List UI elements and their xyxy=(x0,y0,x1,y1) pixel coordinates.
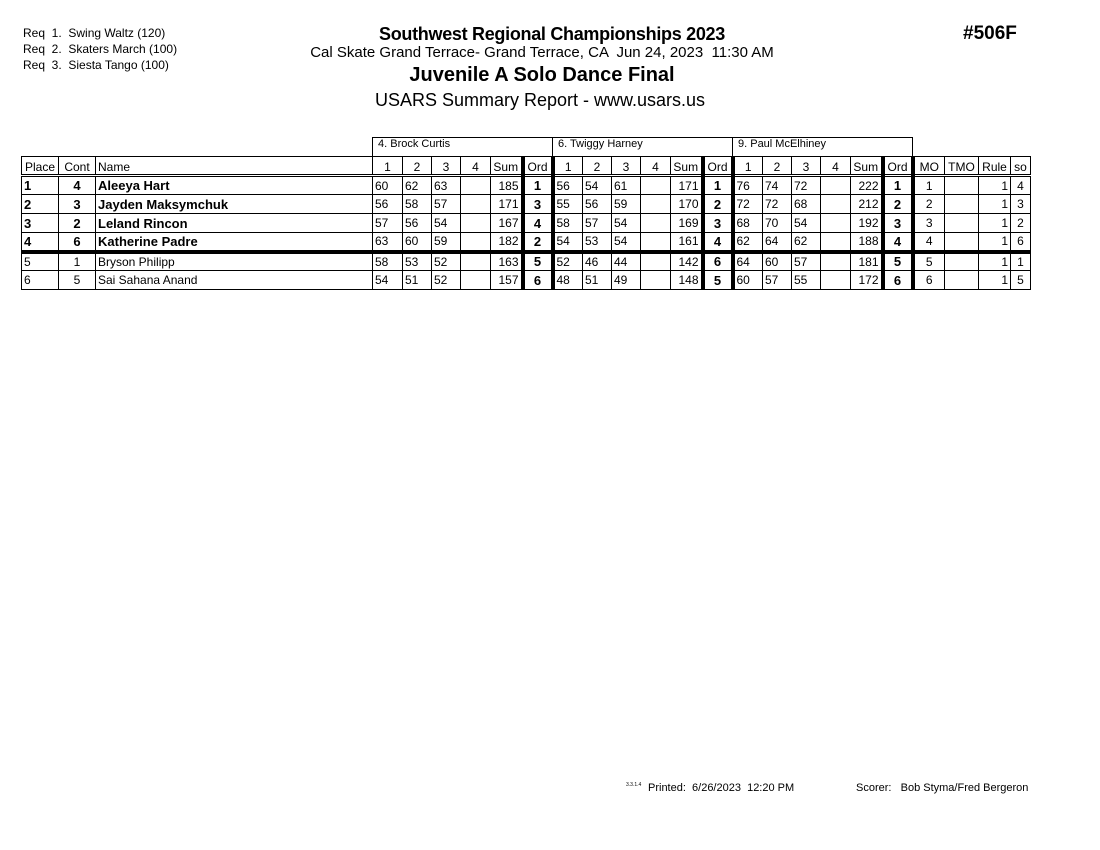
judge-3-ordinal: 1 xyxy=(883,176,913,195)
mo-cell: 2 xyxy=(913,195,945,214)
judge-3-score-4 xyxy=(821,214,851,233)
judge-3-score-1: 68 xyxy=(733,214,763,233)
col-j1-3: 3 xyxy=(432,157,461,176)
judge-3-ordinal: 2 xyxy=(883,195,913,214)
rule-cell: 1 xyxy=(979,271,1011,290)
judge-1-score-3: 52 xyxy=(432,252,461,271)
judge-3-ordinal: 6 xyxy=(883,271,913,290)
tmo-cell xyxy=(945,176,979,195)
judge-3-score-4 xyxy=(821,271,851,290)
judge-1-score-3: 59 xyxy=(432,233,461,252)
col-j2-2: 2 xyxy=(583,157,612,176)
cont-cell: 6 xyxy=(59,233,96,252)
rule-cell: 1 xyxy=(979,252,1011,271)
judge-2-score-2: 56 xyxy=(583,195,612,214)
requirement-2: Req 2. Skaters March (100) xyxy=(23,42,178,56)
judge-3-score-3: 62 xyxy=(792,233,821,252)
judge-1-score-1: 56 xyxy=(373,195,403,214)
mo-cell: 4 xyxy=(913,233,945,252)
col-so: so xyxy=(1011,157,1031,176)
so-cell: 5 xyxy=(1011,271,1031,290)
judge-2-score-1: 58 xyxy=(553,214,583,233)
judge-2-score-2: 46 xyxy=(583,252,612,271)
judge-2-score-4 xyxy=(641,271,671,290)
table-row xyxy=(22,271,1031,290)
judge-2-score-3: 61 xyxy=(612,176,641,195)
place-cell: 4 xyxy=(22,233,59,252)
judge-1-score-3: 63 xyxy=(432,176,461,195)
judge-1-ordinal: 2 xyxy=(523,233,553,252)
judge-2-score-4 xyxy=(641,233,671,252)
judge-1-score-1: 63 xyxy=(373,233,403,252)
judge-3-score-3: 68 xyxy=(792,195,821,214)
judge-1-score-4 xyxy=(461,195,491,214)
judge-1-score-3: 52 xyxy=(432,271,461,290)
judge-3-score-4 xyxy=(821,252,851,271)
judge-2-sum: 171 xyxy=(671,176,703,195)
judge-1-sum: 185 xyxy=(491,176,523,195)
col-j1-sum: Sum xyxy=(491,157,523,176)
judge-2-score-3: 44 xyxy=(612,252,641,271)
judge-2-score-1: 56 xyxy=(553,176,583,195)
judge-1-score-4 xyxy=(461,233,491,252)
printed-timestamp: Printed: 6/26/2023 12:20 PM xyxy=(648,782,795,794)
col-j3-sum: Sum xyxy=(851,157,883,176)
rule-cell: 1 xyxy=(979,195,1011,214)
skater-name: Katherine Padre xyxy=(96,233,373,252)
tmo-cell xyxy=(945,195,979,214)
place-cell: 6 xyxy=(22,271,59,290)
col-j3-2: 2 xyxy=(763,157,792,176)
col-rule: Rule xyxy=(979,157,1011,176)
col-j3-4: 4 xyxy=(821,157,851,176)
col-j1-2: 2 xyxy=(403,157,432,176)
judge-1-score-4 xyxy=(461,252,491,271)
skater-name: Jayden Maksymchuk xyxy=(96,195,373,214)
judge-2-sum: 161 xyxy=(671,233,703,252)
judge-1-score-1: 54 xyxy=(373,271,403,290)
judge-2-score-3: 54 xyxy=(612,233,641,252)
judge-1-score-2: 62 xyxy=(403,176,432,195)
judge-2-name: 6. Twiggy Harney xyxy=(553,138,733,157)
judge-3-score-2: 64 xyxy=(763,233,792,252)
judge-3-score-3: 55 xyxy=(792,271,821,290)
judge-2-score-2: 54 xyxy=(583,176,612,195)
judge-2-score-1: 48 xyxy=(553,271,583,290)
cont-cell: 4 xyxy=(59,176,96,195)
judge-2-sum: 169 xyxy=(671,214,703,233)
judge-1-sum: 163 xyxy=(491,252,523,271)
judge-3-score-3: 54 xyxy=(792,214,821,233)
requirement-3: Req 3. Siesta Tango (100) xyxy=(23,58,169,72)
judge-3-sum: 222 xyxy=(851,176,883,195)
place-cell: 2 xyxy=(22,195,59,214)
judge-2-ordinal: 4 xyxy=(703,233,733,252)
judge-1-score-4 xyxy=(461,176,491,195)
judge-2-score-4 xyxy=(641,252,671,271)
place-cell: 1 xyxy=(22,176,59,195)
judge-2-score-3: 49 xyxy=(612,271,641,290)
judge-3-score-2: 60 xyxy=(763,252,792,271)
division-title: Juvenile A Solo Dance Final xyxy=(409,64,675,86)
judge-2-score-2: 53 xyxy=(583,233,612,252)
judge-2-ordinal: 6 xyxy=(703,252,733,271)
judge-1-sum: 167 xyxy=(491,214,523,233)
judge-1-name: 4. Brock Curtis xyxy=(373,138,553,157)
judge-3-score-1: 60 xyxy=(733,271,763,290)
judge-3-name: 9. Paul McElhiney xyxy=(733,138,913,157)
judge-2-score-1: 54 xyxy=(553,233,583,252)
col-j1-4: 4 xyxy=(461,157,491,176)
judge-3-score-1: 64 xyxy=(733,252,763,271)
judge-1-score-2: 51 xyxy=(403,271,432,290)
cont-cell: 3 xyxy=(59,195,96,214)
so-cell: 1 xyxy=(1011,252,1031,271)
judge-2-ordinal: 3 xyxy=(703,214,733,233)
mo-cell: 3 xyxy=(913,214,945,233)
venue-line: Cal Skate Grand Terrace- Grand Terrace, CA Jun 24, 2023 11:30 AM xyxy=(310,44,774,61)
judge-3-sum: 181 xyxy=(851,252,883,271)
judge-1-score-2: 58 xyxy=(403,195,432,214)
judge-2-score-2: 51 xyxy=(583,271,612,290)
col-j3-ord: Ord xyxy=(883,157,913,176)
version-label: 3.3.1.4 xyxy=(626,782,642,788)
cont-cell: 5 xyxy=(59,271,96,290)
judge-2-score-3: 54 xyxy=(612,214,641,233)
judge-1-sum: 171 xyxy=(491,195,523,214)
judge-2-sum: 142 xyxy=(671,252,703,271)
judge-header-row xyxy=(22,138,1031,157)
judge-1-sum: 182 xyxy=(491,233,523,252)
judge-1-score-1: 57 xyxy=(373,214,403,233)
judge-2-score-2: 57 xyxy=(583,214,612,233)
event-title: Southwest Regional Championships 2023 xyxy=(379,24,725,44)
judge-3-score-3: 57 xyxy=(792,252,821,271)
judge-3-ordinal: 5 xyxy=(883,252,913,271)
place-cell: 3 xyxy=(22,214,59,233)
judge-3-score-1: 76 xyxy=(733,176,763,195)
judge-1-score-3: 57 xyxy=(432,195,461,214)
requirement-1: Req 1. Swing Waltz (120) xyxy=(23,26,166,40)
judge-3-score-4 xyxy=(821,195,851,214)
col-j2-ord: Ord xyxy=(703,157,733,176)
rule-cell: 1 xyxy=(979,176,1011,195)
judge-2-score-4 xyxy=(641,176,671,195)
skater-name: Leland Rincon xyxy=(96,214,373,233)
judge-3-sum: 192 xyxy=(851,214,883,233)
judge-1-sum: 157 xyxy=(491,271,523,290)
judge-2-sum: 170 xyxy=(671,195,703,214)
cont-cell: 1 xyxy=(59,252,96,271)
report-title: USARS Summary Report - www.usars.us xyxy=(374,90,706,110)
judge-1-ordinal: 6 xyxy=(523,271,553,290)
judge-2-score-1: 55 xyxy=(553,195,583,214)
judge-2-sum: 148 xyxy=(671,271,703,290)
so-cell: 6 xyxy=(1011,233,1031,252)
col-j2-sum: Sum xyxy=(671,157,703,176)
judge-2-score-4 xyxy=(641,214,671,233)
skater-name: Aleeya Hart xyxy=(96,176,373,195)
judge-2-ordinal: 5 xyxy=(703,271,733,290)
judge-3-ordinal: 4 xyxy=(883,233,913,252)
judge-3-score-2: 74 xyxy=(763,176,792,195)
judge-2-ordinal: 1 xyxy=(703,176,733,195)
skater-name: Bryson Philipp xyxy=(96,252,373,271)
col-name: Name xyxy=(96,157,373,176)
judge-1-score-4 xyxy=(461,271,491,290)
judge-3-score-2: 57 xyxy=(763,271,792,290)
rule-cell: 1 xyxy=(979,214,1011,233)
event-code: #506F xyxy=(963,23,1017,44)
judge-1-ordinal: 4 xyxy=(523,214,553,233)
judge-1-score-1: 58 xyxy=(373,252,403,271)
tmo-cell xyxy=(945,252,979,271)
judge-1-score-1: 60 xyxy=(373,176,403,195)
so-cell: 4 xyxy=(1011,176,1031,195)
mo-cell: 5 xyxy=(913,252,945,271)
place-cell: 5 xyxy=(22,252,59,271)
judge-3-sum: 172 xyxy=(851,271,883,290)
judge-3-score-2: 70 xyxy=(763,214,792,233)
judge-3-score-2: 72 xyxy=(763,195,792,214)
col-j1-1: 1 xyxy=(373,157,403,176)
mo-cell: 1 xyxy=(913,176,945,195)
results-table xyxy=(21,137,1031,290)
col-j3-3: 3 xyxy=(792,157,821,176)
col-mo: MO xyxy=(913,157,945,176)
judge-3-score-3: 72 xyxy=(792,176,821,195)
skater-name: Sai Sahana Anand xyxy=(96,271,373,290)
judge-2-score-1: 52 xyxy=(553,252,583,271)
judge-1-score-2: 56 xyxy=(403,214,432,233)
col-j3-1: 1 xyxy=(733,157,763,176)
so-cell: 3 xyxy=(1011,195,1031,214)
judge-1-score-4 xyxy=(461,214,491,233)
judge-2-score-3: 59 xyxy=(612,195,641,214)
judge-3-score-4 xyxy=(821,233,851,252)
rule-cell: 1 xyxy=(979,233,1011,252)
col-cont: Cont xyxy=(59,157,96,176)
cont-cell: 2 xyxy=(59,214,96,233)
table-row xyxy=(22,233,1031,252)
table-row xyxy=(22,176,1031,195)
mo-cell: 6 xyxy=(913,271,945,290)
judge-1-score-2: 60 xyxy=(403,233,432,252)
table-row xyxy=(22,252,1031,271)
judge-1-ordinal: 1 xyxy=(523,176,553,195)
judge-1-ordinal: 3 xyxy=(523,195,553,214)
col-j2-4: 4 xyxy=(641,157,671,176)
judge-1-score-2: 53 xyxy=(403,252,432,271)
judge-3-score-4 xyxy=(821,176,851,195)
judge-1-score-3: 54 xyxy=(432,214,461,233)
judge-3-score-1: 72 xyxy=(733,195,763,214)
tmo-cell xyxy=(945,214,979,233)
judge-2-ordinal: 2 xyxy=(703,195,733,214)
judge-3-ordinal: 3 xyxy=(883,214,913,233)
tmo-cell xyxy=(945,233,979,252)
so-cell: 2 xyxy=(1011,214,1031,233)
col-place: Place xyxy=(22,157,59,176)
judge-1-ordinal: 5 xyxy=(523,252,553,271)
column-header-row xyxy=(22,157,1031,176)
table-row xyxy=(22,195,1031,214)
judge-3-score-1: 62 xyxy=(733,233,763,252)
judge-3-sum: 188 xyxy=(851,233,883,252)
judge-2-score-4 xyxy=(641,195,671,214)
table-row xyxy=(22,214,1031,233)
scorer-label: Scorer: Bob Styma/Fred Bergeron xyxy=(856,782,1029,794)
judge-3-sum: 212 xyxy=(851,195,883,214)
col-j1-ord: Ord xyxy=(523,157,553,176)
col-j2-3: 3 xyxy=(612,157,641,176)
col-j2-1: 1 xyxy=(553,157,583,176)
tmo-cell xyxy=(945,271,979,290)
col-tmo: TMO xyxy=(945,157,979,176)
